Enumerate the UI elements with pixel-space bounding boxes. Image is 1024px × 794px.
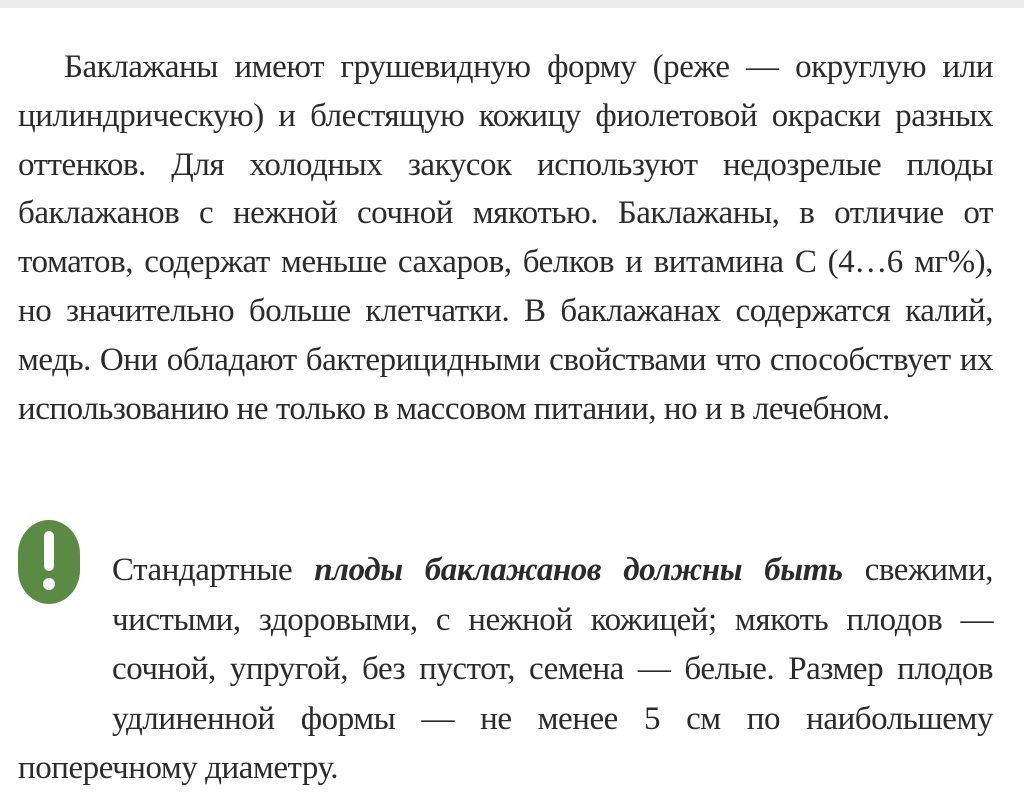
standard-text-before: Стандартные bbox=[112, 552, 315, 588]
top-strip bbox=[0, 0, 1024, 8]
standard-text-emphasis: плоды баклажанов должны быть bbox=[314, 552, 843, 588]
icon-spacer bbox=[18, 546, 100, 696]
document-page bbox=[0, 8, 1024, 786]
standard-text-after: свежими, чистыми, здоровыми, с нежной кожицей; мякоть плодов — сочной, упругой, без пустот, семена — белые. Размер плодов удлиненной формы — не менее 5 см по наибольшему поперечному диаметру. bbox=[18, 552, 994, 786]
paragraph-standard-requirements bbox=[18, 546, 993, 794]
paragraph-eggplant-description: Баклажаны имеют грушевидную форму (реже — округлую или цилиндрическую) и блестящую кожицу фиолетовой окраски разных оттенков. Для холодных закусок используют недозрелые плоды баклажанов с нежной сочной мякотью. Баклажаны, в отличие от томатов, содержат меньше сахаров, белков и витамина С (4…6 мг%), но значительно больше клетчатки. В баклажанах содержатся калий, медь. Они обладают бактерицидными свойствами что способствует их использованию не только в массовом питании, но и в лечебном. bbox=[18, 49, 993, 427]
